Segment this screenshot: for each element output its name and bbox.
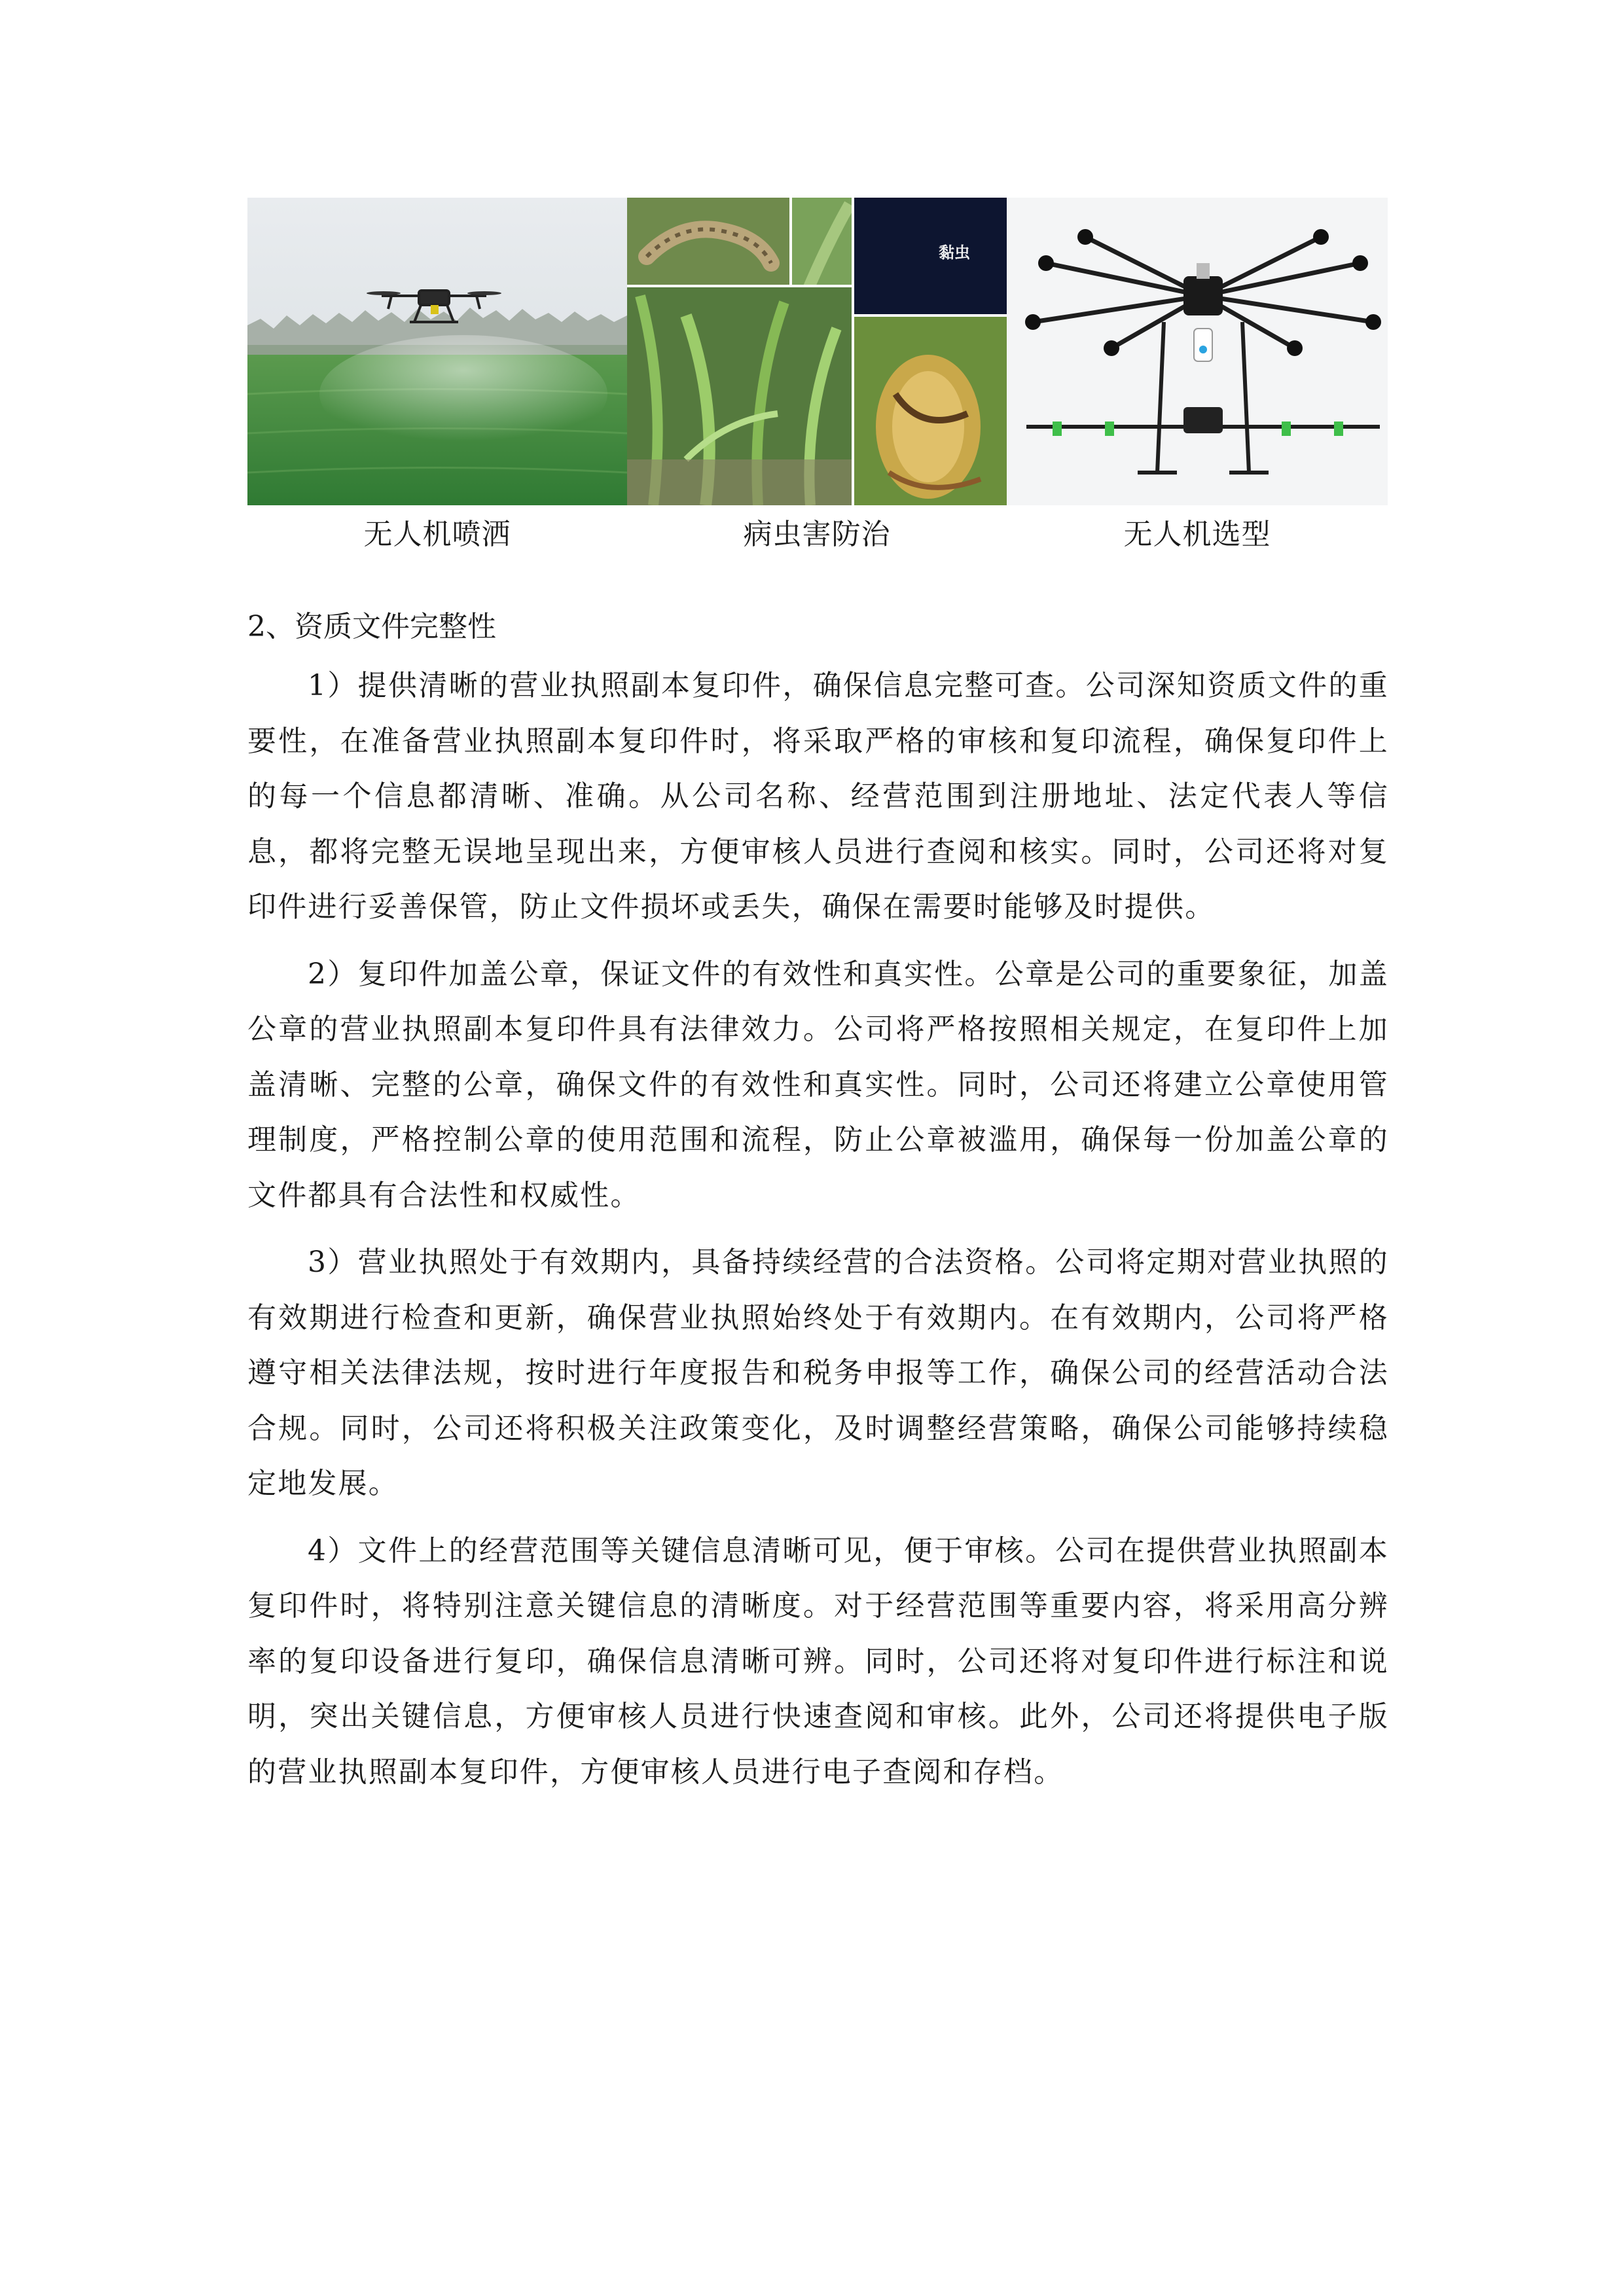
section-heading: 2、资质文件完整性	[247, 610, 496, 643]
paragraph-2: 2）复印件加盖公章，保证文件的有效性和真实性。公章是公司的重要象征，加盖公章的营业执照副本复印件具有法律效力。公司将严格按照相关规定，在复印件上加盖清晰、完整的公章，确保文件的有效性和真实性。同时，公司还将建立公章使用管理制度，严格控制公章的使用范围和流程，防止公章被滥用，确保每一份加盖公章的文件都具有合法性和权威性。	[247, 957, 1389, 1212]
pest-control-photo	[627, 198, 1007, 505]
pest-inset-label: 黏虫	[939, 243, 970, 262]
paragraph-4: 4）文件上的经营范围等关键信息清晰可见，便于审核。公司在提供营业执照副本复印件时，将特别注意关键信息的清晰度。对于经营范围等重要内容，将采用高分辨率的复印设备进行复印，确保信息清晰可辨。同时，公司还将对复印件进行标注和说明，突出关键信息，方便审核人员进行快速查阅和审核。此外，公司还将提供电子版的营业执照副本复印件，方便审核人员进行电子查阅和存档。	[247, 1534, 1389, 1789]
drone-spraying-image	[247, 198, 627, 505]
figure-captions	[247, 512, 1388, 558]
paragraph-3: 3）营业执照处于有效期内，具备持续经营的合法资格。公司将定期对营业执照的有效期进行检查和更新，确保营业执照始终处于有效期内。在有效期内，公司将严格遵守相关法律法规，按时进行年度报告和税务申报等工作，确保公司的经营活动合法合规。同时，公司还将积极关注政策变化，及时调整经营策略，确保公司能够持续稳定地发展。	[247, 1246, 1389, 1500]
caption-drone-spraying: 无人机喷洒	[363, 518, 511, 551]
pest-collage-image	[627, 198, 1007, 505]
section-body	[247, 596, 1389, 1812]
drone-model-photo	[1007, 198, 1388, 505]
caption-pest-control: 病虫害防治	[743, 518, 891, 551]
paragraph-1: 1）提供清晰的营业执照副本复印件，确保信息完整可查。公司深知资质文件的重要性，在准备营业执照副本复印件时，将采取严格的审核和复印流程，确保复印件上的每一个信息都清晰、准确。从公司名称、经营范围到注册地址、法定代表人等信息，都将完整无误地呈现出来，方便审核人员进行查阅和核实。同时，公司还将对复印件进行妥善保管，防止文件损坏或丢失，确保在需要时能够及时提供。	[247, 669, 1389, 924]
figure-strip	[247, 198, 1388, 505]
caption-drone-model: 无人机选型	[1123, 518, 1271, 551]
drone-model-image	[1007, 198, 1388, 505]
drone-spraying-photo	[247, 198, 627, 505]
